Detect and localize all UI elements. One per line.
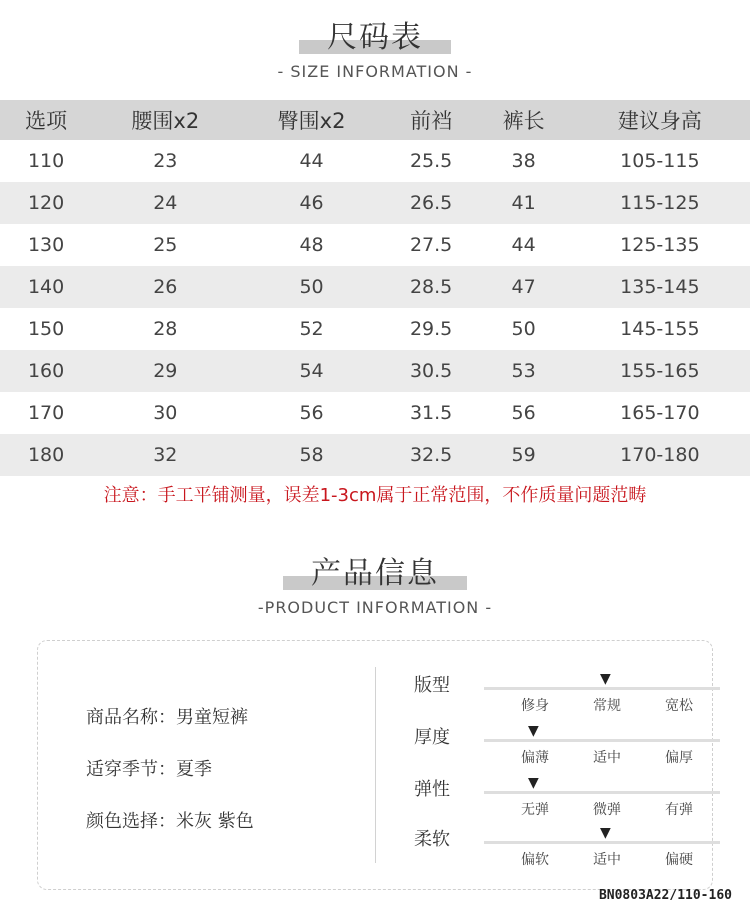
size-table-cell: 155-165 — [570, 350, 750, 392]
size-table-cell: 170 — [27, 402, 65, 424]
selected-marker-icon: ▼ — [528, 775, 539, 791]
size-table-row — [0, 350, 750, 392]
attribute-option: 无弹 — [521, 802, 549, 818]
product-section-subtitle: -PRODUCT INFORMATION - — [257, 598, 493, 617]
size-table-cell: 170-180 — [570, 434, 750, 476]
size-table-cell: 110 — [27, 150, 65, 172]
size-section-header — [0, 12, 750, 81]
product-info-card — [37, 640, 713, 890]
size-table-header-cell: 臀围x2 — [238, 100, 384, 140]
size-table-cell: 56 — [511, 402, 536, 424]
size-table-cell: 26 — [92, 266, 238, 308]
size-table-cell: 50 — [511, 318, 536, 340]
size-table-header-cell: 建议身高 — [570, 100, 750, 140]
size-table-row — [0, 266, 750, 308]
size-table-cell: 130 — [27, 234, 65, 256]
attribute-scale-line — [484, 841, 720, 844]
size-section-title: 尺码表 — [327, 20, 423, 55]
attribute-name: 厚度 — [414, 727, 450, 748]
size-table-cell: 180 — [0, 434, 92, 476]
product-section-header — [0, 548, 750, 617]
card-divider — [375, 667, 376, 863]
size-table-cell: 165-170 — [620, 402, 700, 424]
size-table-row — [0, 224, 750, 266]
size-table-header-cell: 腰围x2 — [92, 100, 238, 140]
size-table-cell: 140 — [0, 266, 92, 308]
size-table-cell: 59 — [478, 434, 570, 476]
product-info-list — [86, 703, 254, 859]
attribute-option: 偏软 — [521, 852, 549, 868]
size-table-cell: 29 — [92, 350, 238, 392]
product-code: BN0803A22/110-160 — [598, 888, 732, 903]
size-table-cell: 125-135 — [620, 234, 700, 256]
size-table-cell: 47 — [478, 266, 570, 308]
attribute-scale-line — [484, 791, 720, 794]
size-table-row — [0, 392, 750, 434]
size-table-header-cell: 选项 — [0, 100, 92, 140]
attribute-scale-line — [484, 687, 720, 690]
size-table-cell: 31.5 — [409, 402, 453, 424]
size-table-cell: 27.5 — [409, 234, 453, 256]
size-section-subtitle: - SIZE INFORMATION - — [277, 62, 473, 81]
size-table-cell: 29.5 — [409, 318, 453, 340]
size-table — [0, 100, 750, 476]
size-table-cell: 54 — [238, 350, 384, 392]
selected-marker-icon: ▼ — [600, 671, 611, 687]
attribute-name: 弹性 — [414, 779, 450, 800]
size-table-cell: 38 — [511, 150, 536, 172]
size-table-header-cell: 前裆 — [385, 100, 478, 140]
attribute-option: 有弹 — [665, 802, 693, 818]
selected-marker-icon: ▼ — [528, 723, 539, 739]
attribute-option: 宽松 — [665, 698, 693, 714]
product-colors: 颜色选择：米灰 紫色 — [86, 811, 254, 832]
size-table-cell: 145-155 — [620, 318, 700, 340]
size-table-cell: 46 — [238, 182, 384, 224]
size-table-cell: 28 — [153, 318, 178, 340]
size-table-cell: 52 — [299, 318, 324, 340]
size-table-cell: 41 — [478, 182, 570, 224]
attribute-scale — [414, 775, 694, 825]
attribute-scale — [414, 671, 694, 721]
attribute-option: 常规 — [593, 698, 621, 714]
attribute-option: 适中 — [593, 852, 621, 868]
attribute-option: 偏厚 — [665, 750, 693, 766]
attribute-option: 适中 — [593, 750, 621, 766]
size-table-cell: 150 — [27, 318, 65, 340]
size-table-cell: 56 — [299, 402, 324, 424]
size-table-cell: 28.5 — [385, 266, 478, 308]
attribute-name: 柔软 — [414, 829, 450, 850]
attribute-scale — [414, 723, 694, 773]
attribute-option: 偏硬 — [665, 852, 693, 868]
size-table-header-row — [0, 100, 750, 140]
attribute-name: 版型 — [414, 675, 450, 696]
size-table-cell: 32.5 — [385, 434, 478, 476]
product-name: 商品名称：男童短裤 — [86, 707, 248, 728]
attribute-option: 偏薄 — [521, 750, 549, 766]
size-table-row — [0, 140, 750, 182]
size-table-cell: 44 — [299, 150, 324, 172]
size-table-cell: 48 — [299, 234, 324, 256]
size-table-header-cell: 裤长 — [478, 100, 570, 140]
size-table-cell: 23 — [153, 150, 178, 172]
size-table-cell: 32 — [92, 434, 238, 476]
size-table-cell: 26.5 — [385, 182, 478, 224]
size-table-row — [0, 182, 750, 224]
size-table-cell: 115-125 — [570, 182, 750, 224]
size-table-cell: 24 — [92, 182, 238, 224]
size-table-cell: 120 — [0, 182, 92, 224]
size-table-cell: 53 — [478, 350, 570, 392]
size-table-cell: 25.5 — [409, 150, 453, 172]
size-table-cell: 50 — [238, 266, 384, 308]
product-section-title: 产品信息 — [311, 556, 439, 591]
product-season: 适穿季节：夏季 — [86, 759, 212, 780]
attribute-option: 微弹 — [593, 802, 621, 818]
size-table-cell: 160 — [0, 350, 92, 392]
size-table-cell: 58 — [238, 434, 384, 476]
selected-marker-icon: ▼ — [600, 825, 611, 841]
attribute-scale-line — [484, 739, 720, 742]
size-table-cell: 30.5 — [385, 350, 478, 392]
attribute-scale — [414, 825, 694, 875]
size-table-cell: 30 — [153, 402, 178, 424]
size-table-row — [0, 434, 750, 476]
size-table-cell: 44 — [511, 234, 536, 256]
attribute-option: 修身 — [521, 698, 549, 714]
size-table-cell: 135-145 — [570, 266, 750, 308]
size-table-cell: 105-115 — [620, 150, 700, 172]
size-table-cell: 25 — [153, 234, 178, 256]
size-table-row — [0, 308, 750, 350]
measurement-note: 注意：手工平铺测量，误差1-3cm属于正常范围，不作质量问题范畴 — [103, 485, 647, 506]
